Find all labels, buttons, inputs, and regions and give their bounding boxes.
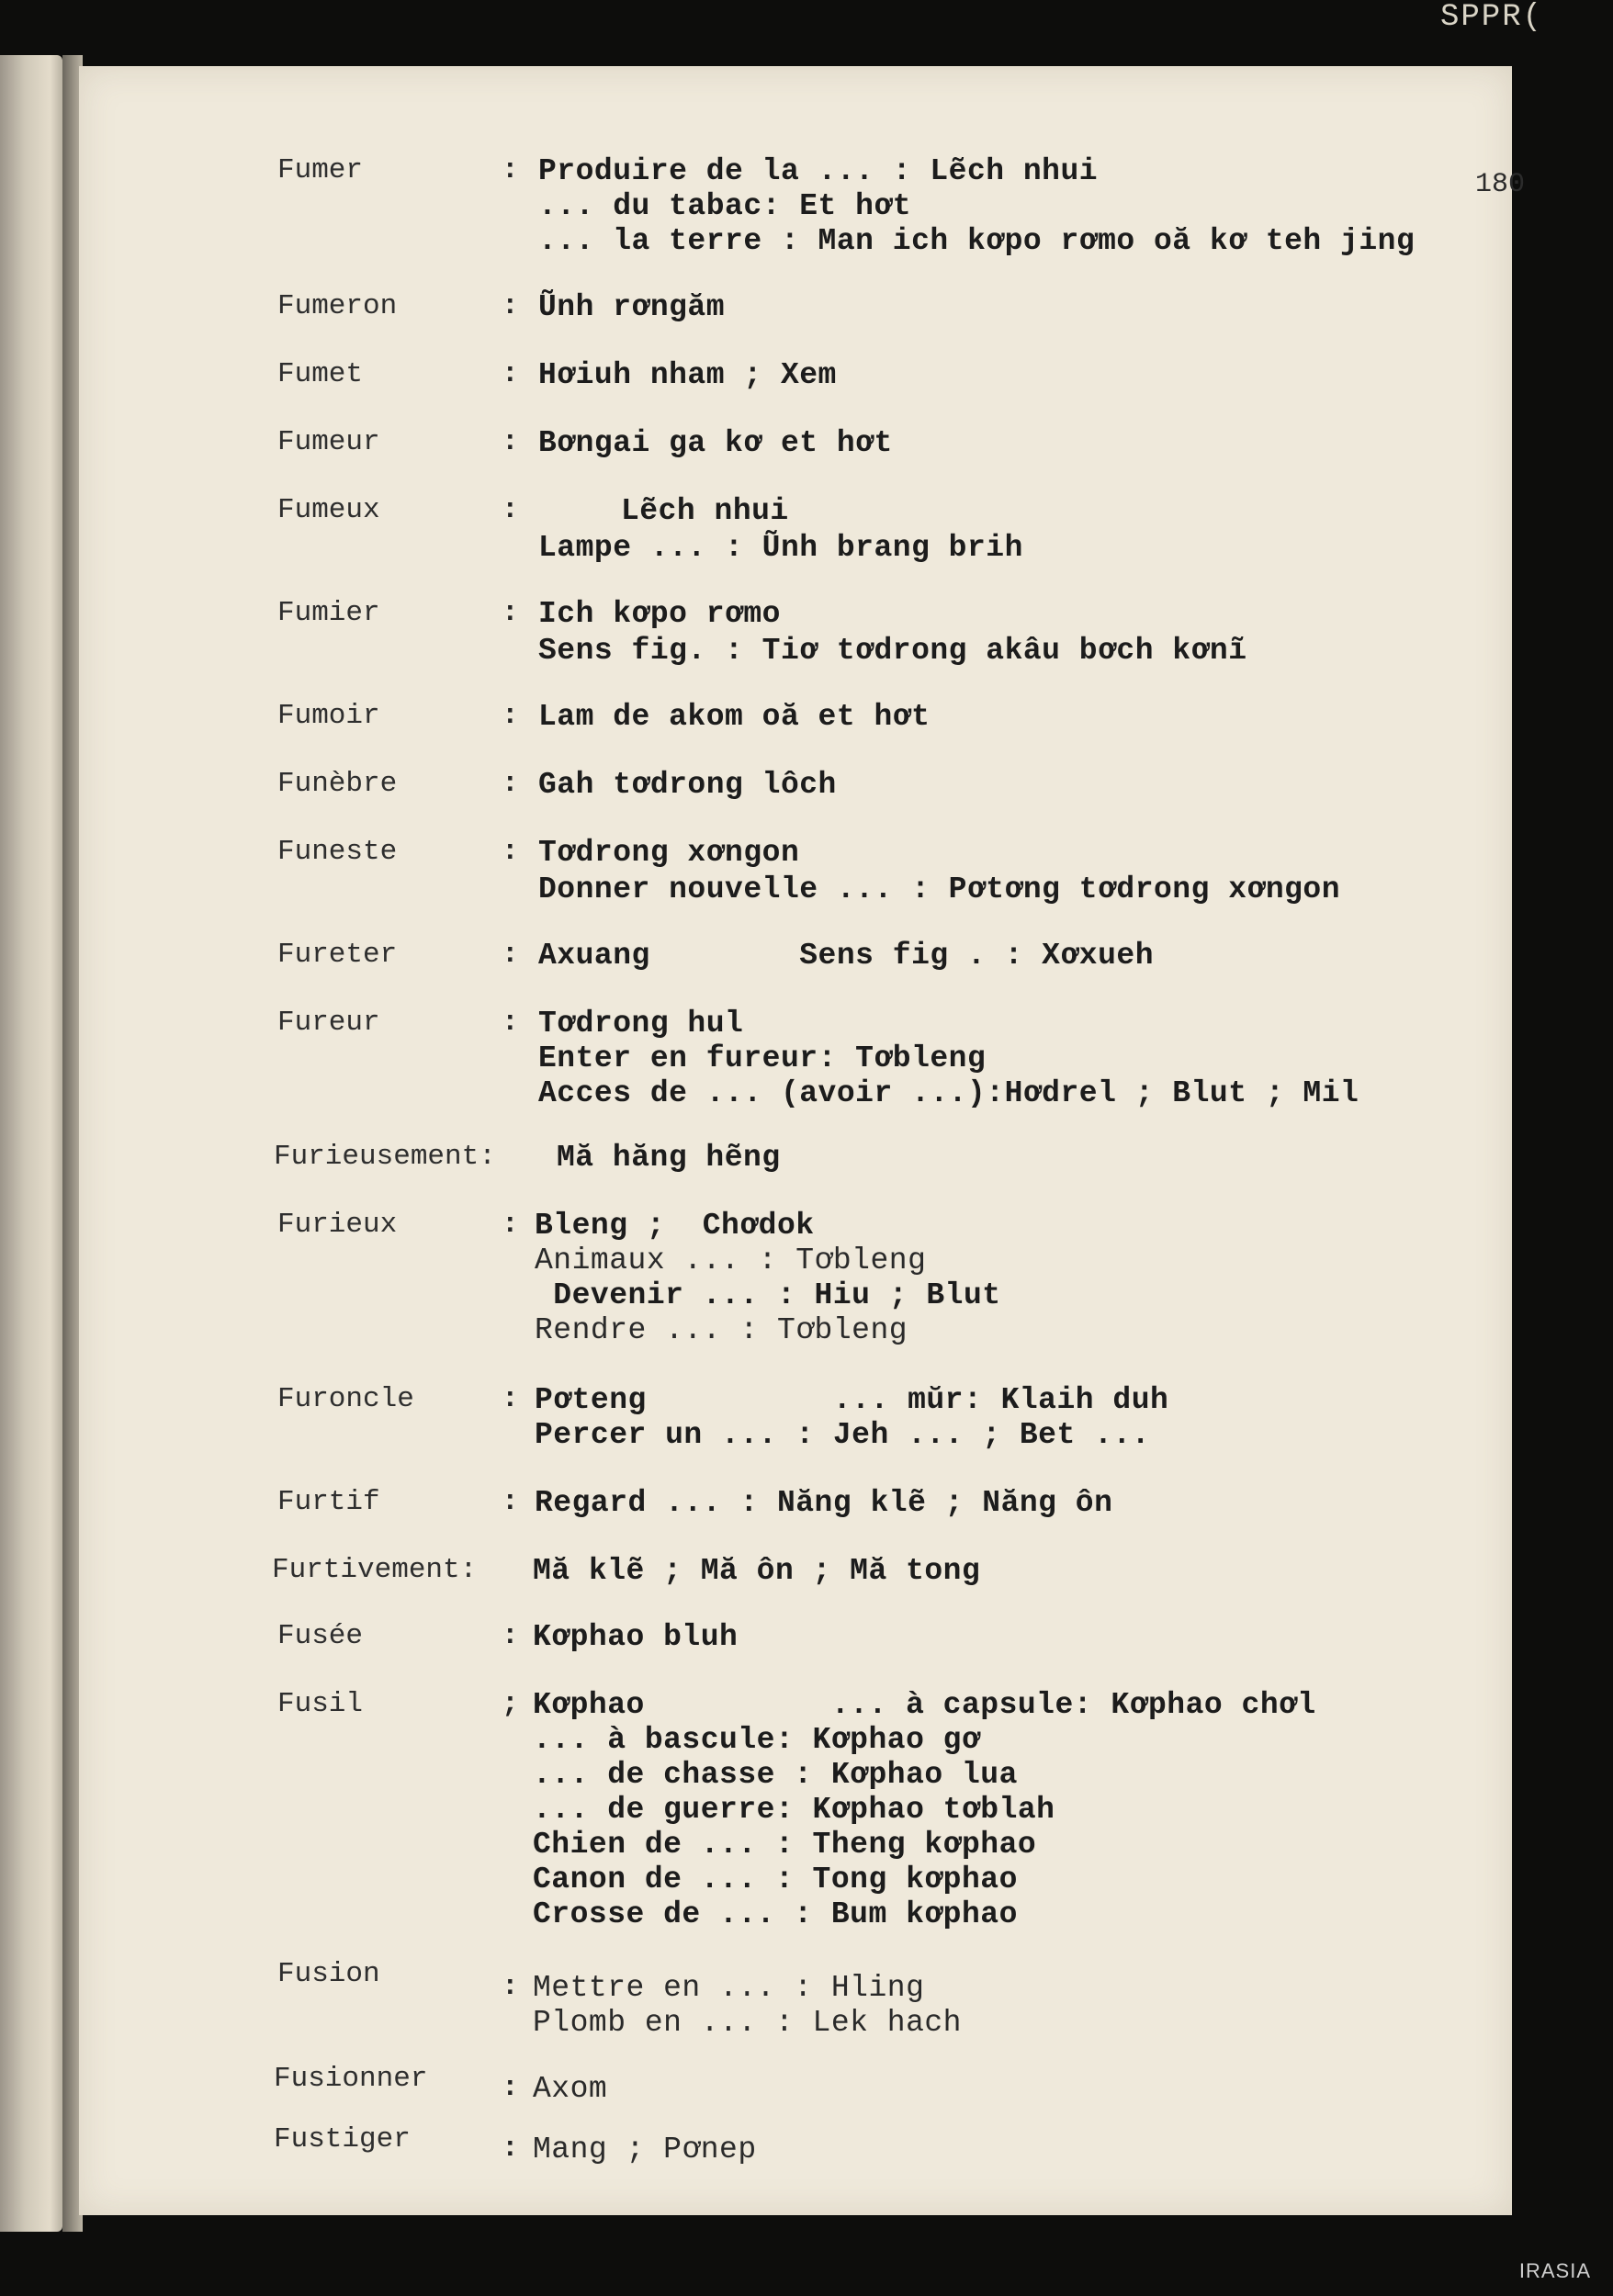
headword: Fumet	[277, 358, 364, 390]
definition-line: Enter en fureur: Tơbleng	[538, 1041, 987, 1075]
separator: :	[502, 154, 519, 186]
definition-line: Rendre ... : Tơbleng	[535, 1313, 908, 1347]
definition-line: Axom	[533, 2072, 608, 2106]
definition-line: Plomb en ... : Lek hach	[533, 2006, 962, 2040]
definition-line: Kơphao bluh	[533, 1620, 739, 1654]
separator: :	[502, 1486, 519, 1518]
separator: :	[502, 426, 519, 458]
separator: :	[502, 597, 519, 629]
headword: Fusée	[277, 1620, 364, 1652]
definition-line: Ũnh rơngăm	[538, 290, 726, 324]
separator: :	[502, 700, 519, 732]
separator: :	[502, 290, 519, 322]
definition-line: Crosse de ... : Bum kơphao	[533, 1897, 1018, 1931]
headword: Fureter	[277, 939, 398, 971]
definition-line: Sens fig. : Tiơ tơdrong akâu bơch kơnĩ	[538, 634, 1247, 668]
definition-line: Mă hăng hẽng	[557, 1141, 781, 1175]
separator: :	[502, 2133, 519, 2165]
headword: Fumier	[277, 597, 380, 629]
definition-line: Kơphao ... à capsule: Kơphao chơl	[533, 1688, 1316, 1722]
headword: Fusionner	[274, 2063, 428, 2095]
definition-line: Regard ... : Năng klẽ ; Năng ôn	[535, 1486, 1113, 1520]
headword: Fusion	[277, 1958, 380, 1990]
headword: Fumeur	[277, 426, 380, 458]
definition-line: Chien de ... : Theng kơphao	[533, 1828, 1037, 1862]
headword: Fustiger	[274, 2123, 411, 2155]
definition-line: ... de chasse : Kơphao lua	[533, 1758, 1018, 1792]
definition-line: Lampe ... : Ũnh brang brih	[538, 531, 1023, 565]
definition-line: Devenir ... : Hiu ; Blut	[535, 1278, 1001, 1312]
definition-line: ... la terre : Man ich kơpo rơmo oă kơ teh jing	[538, 224, 1416, 258]
headword: Fumeron	[277, 290, 398, 322]
separator: :	[502, 1971, 519, 2003]
page-number: 180	[1475, 169, 1526, 200]
definition-line: Canon de ... : Tong kơphao	[533, 1863, 1018, 1896]
definition-line: Acces de ... (avoir ...):Hơdrel ; Blut ; Mil	[538, 1076, 1359, 1110]
dictionary-page	[79, 66, 1526, 2215]
corner-label: SPPR(	[1440, 0, 1544, 35]
headword: Fumoir	[277, 700, 380, 732]
separator: :	[502, 358, 519, 390]
definition-line: Produire de la ... : Lẽch nhui	[538, 154, 1099, 188]
definition-line: Bleng ; Chơdok	[535, 1209, 815, 1243]
headword: Furoncle	[277, 1383, 414, 1415]
definition-line: Gah tơdrong lôch	[538, 768, 837, 802]
headword: Funeste	[277, 836, 398, 868]
separator: :	[502, 1209, 519, 1241]
definition-line: Lẽch nhui	[621, 494, 789, 528]
separator: :	[502, 1007, 519, 1039]
definition-line: Pơteng ... mŭr: Klaih duh	[535, 1383, 1169, 1417]
headword: Funèbre	[277, 768, 398, 800]
separator: :	[502, 2072, 519, 2104]
headword: Furtif	[277, 1486, 380, 1518]
definition-line: ... de guerre: Kơphao tơblah	[533, 1793, 1055, 1827]
headword: Fumeux	[277, 494, 380, 526]
separator: :	[502, 768, 519, 800]
definition-line: ... à bascule: Kơphao gơ	[533, 1723, 981, 1757]
definition-line: Tơdrong hul	[538, 1007, 744, 1041]
definition-line: Mettre en ... : Hling	[533, 1971, 925, 2005]
headword: Fureur	[277, 1007, 380, 1039]
definition-line: Lam de akom oă et hơt	[538, 700, 931, 734]
headword: Furieusement:	[274, 1141, 496, 1173]
separator: :	[502, 939, 519, 971]
separator: :	[502, 1620, 519, 1652]
definition-line: ... du tabac: Et hơt	[538, 189, 912, 223]
definition-line: Animaux ... : Tơbleng	[535, 1244, 927, 1277]
definition-line: Percer un ... : Jeh ... ; Bet ...	[535, 1418, 1151, 1452]
definition-line: Tơdrong xơngon	[538, 836, 800, 870]
headword: Furtivement:	[272, 1554, 478, 1586]
definition-line: Ich kơpo rơmo	[538, 597, 781, 631]
headword: Furieux	[277, 1209, 398, 1241]
separator: :	[502, 1383, 519, 1415]
separator: :	[502, 836, 519, 868]
definition-line: Mă klẽ ; Mă ôn ; Mă tong	[533, 1554, 981, 1588]
headword: Fusil	[277, 1688, 364, 1720]
separator: ;	[502, 1688, 519, 1720]
definition-line: Hơiuh nham ; Xem	[538, 358, 837, 392]
definition-line: Bơngai ga kơ et hơt	[538, 426, 893, 460]
watermark: IRASIA	[1518, 2259, 1591, 2282]
separator: :	[502, 494, 519, 526]
definition-line: Donner nouvelle ... : Pơtơng tơdrong xơngon	[538, 872, 1341, 906]
entry-list	[79, 66, 1512, 2215]
definition-line: Axuang Sens fig . : Xơxueh	[538, 939, 1155, 973]
headword: Fumer	[277, 154, 364, 186]
definition-line: Mang ; Pơnep	[533, 2133, 757, 2167]
left-page-edge	[0, 55, 62, 2232]
